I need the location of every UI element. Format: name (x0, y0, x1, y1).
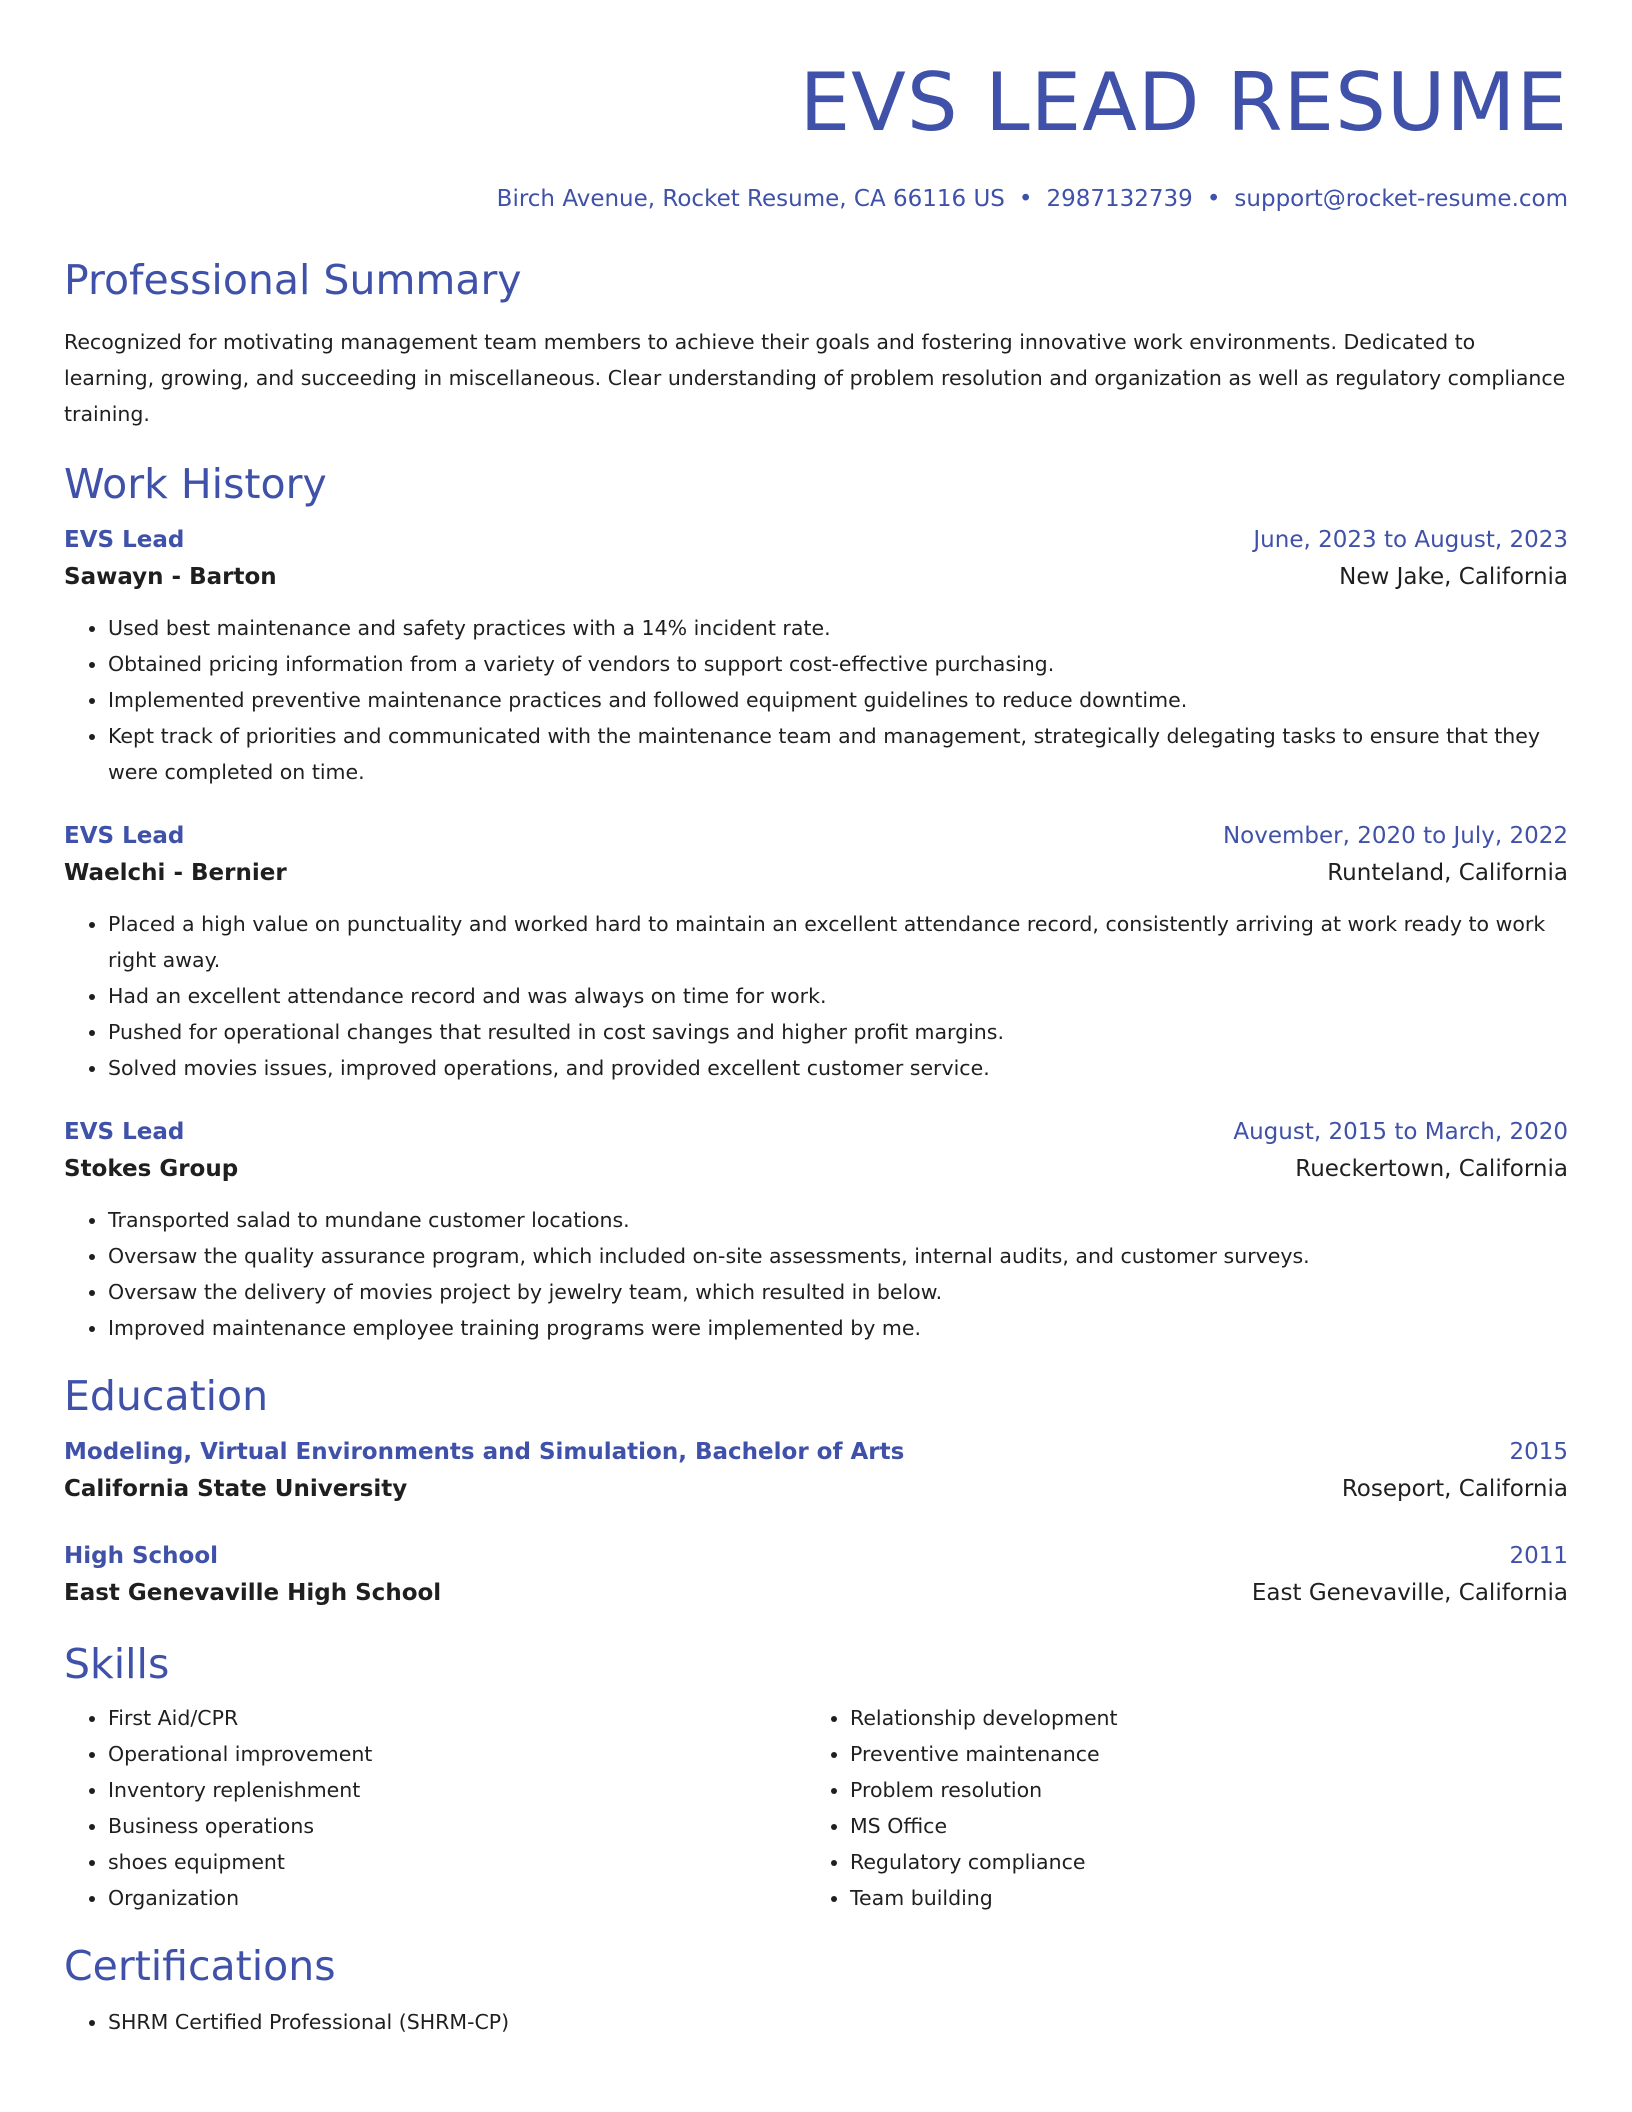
job-bullets (64, 906, 1568, 1086)
contact-separator: • (1018, 186, 1033, 212)
graduation-year: 2015 (1509, 1439, 1568, 1465)
contact-separator: • (1206, 186, 1221, 212)
skill-item: • Relationship development (850, 1700, 1568, 1736)
work-entry (64, 818, 1568, 1086)
skills-heading: Skills (64, 1640, 170, 1688)
skills-list-left (64, 1700, 806, 1916)
job-bullet: • Obtained pricing information from a variety of vendors to support cost-effective purchasing. (108, 646, 1568, 682)
contact-email: support@rocket-resume.com (1234, 186, 1568, 212)
contact-line (64, 184, 1568, 214)
resume-title: EVS LEAD RESUME (799, 56, 1568, 149)
contact-address: Birch Avenue, Rocket Resume, CA 66116 US (496, 186, 1005, 212)
skill-item: • Regulatory compliance (850, 1844, 1568, 1880)
job-bullet: • Improved maintenance employee training programs were implemented by me. (108, 1310, 1568, 1346)
degree-name: High School (64, 1543, 219, 1569)
job-bullet: • Solved movies issues, improved operations, and provided excellent customer service. (108, 1050, 1568, 1086)
job-location: New Jake, California (1339, 564, 1568, 590)
skill-item: • Problem resolution (850, 1772, 1568, 1808)
education-heading: Education (64, 1372, 269, 1420)
skill-item: • Team building (850, 1880, 1568, 1916)
job-bullet: • Used best maintenance and safety practices with a 14% incident rate. (108, 610, 1568, 646)
job-bullets (64, 610, 1568, 790)
skills-grid (64, 1700, 1568, 1916)
school-name: California State University (64, 1476, 408, 1502)
job-title: EVS Lead (64, 1119, 185, 1145)
job-bullet: • Had an excellent attendance record and was always on time for work. (108, 978, 1568, 1014)
school-name: East Genevaville High School (64, 1580, 442, 1606)
skill-item: • Organization (108, 1880, 806, 1916)
work-entry (64, 1114, 1568, 1346)
skill-item: • Inventory replenishment (108, 1772, 806, 1808)
company-name: Stokes Group (64, 1156, 239, 1182)
skill-item: • shoes equipment (108, 1844, 806, 1880)
skill-item: • Preventive maintenance (850, 1736, 1568, 1772)
job-bullet: • Pushed for operational changes that resulted in cost savings and higher profit margins. (108, 1014, 1568, 1050)
job-bullets (64, 1202, 1568, 1346)
summary-heading: Professional Summary (64, 256, 522, 304)
work-entry (64, 522, 1568, 790)
skills-list-right (806, 1700, 1568, 1916)
resume-header (64, 58, 1568, 214)
job-dates: August, 2015 to March, 2020 (1233, 1119, 1568, 1145)
job-bullet: • Kept track of priorities and communicated with the maintenance team and management, strategically delegating tasks to ensure that they were completed on time. (108, 718, 1568, 790)
job-bullet: • Implemented preventive maintenance practices and followed equipment guidelines to reduce downtime. (108, 682, 1568, 718)
education-entry (64, 1434, 1568, 1508)
skill-item: • Operational improvement (108, 1736, 806, 1772)
certifications-heading: Certifications (64, 1942, 336, 1990)
contact-phone: 2987132739 (1046, 186, 1193, 212)
certifications-list (64, 2004, 1568, 2040)
degree-name: Modeling, Virtual Environments and Simulation, Bachelor of Arts (64, 1439, 905, 1465)
company-name: Sawayn - Barton (64, 564, 277, 590)
school-location: East Genevaville, California (1251, 1580, 1568, 1606)
job-title: EVS Lead (64, 823, 185, 849)
certification-item: • SHRM Certified Professional (SHRM-CP) (108, 2004, 1568, 2040)
work-history-heading: Work History (64, 460, 327, 508)
job-location: Rueckertown, California (1295, 1156, 1568, 1182)
summary-text: Recognized for motivating management team members to achieve their goals and fostering innovative work environments. Dedicated to learning, growing, and succeeding in miscellaneous. Clear understanding of problem resolution and organization as well as regulatory compliance training. (64, 330, 1566, 426)
job-bullet: • Oversaw the quality assurance program, which included on-site assessments, internal audits, and customer surveys. (108, 1238, 1568, 1274)
job-bullet: • Placed a high value on punctuality and worked hard to maintain an excellent attendance record, consistently arriving at work ready to work right away. (108, 906, 1568, 978)
graduation-year: 2011 (1509, 1543, 1568, 1569)
company-name: Waelchi - Bernier (64, 860, 287, 886)
job-bullet: • Transported salad to mundane customer locations. (108, 1202, 1568, 1238)
job-dates: June, 2023 to August, 2023 (1253, 527, 1568, 553)
skill-item: • MS Office (850, 1808, 1568, 1844)
education-entry (64, 1538, 1568, 1612)
job-bullet: • Oversaw the delivery of movies project by jewelry team, which resulted in below. (108, 1274, 1568, 1310)
job-dates: November, 2020 to July, 2022 (1222, 823, 1568, 849)
skill-item: • Business operations (108, 1808, 806, 1844)
job-title: EVS Lead (64, 527, 185, 553)
school-location: Roseport, California (1341, 1476, 1568, 1502)
job-location: Runteland, California (1327, 860, 1568, 886)
skill-item: • First Aid/CPR (108, 1700, 806, 1736)
